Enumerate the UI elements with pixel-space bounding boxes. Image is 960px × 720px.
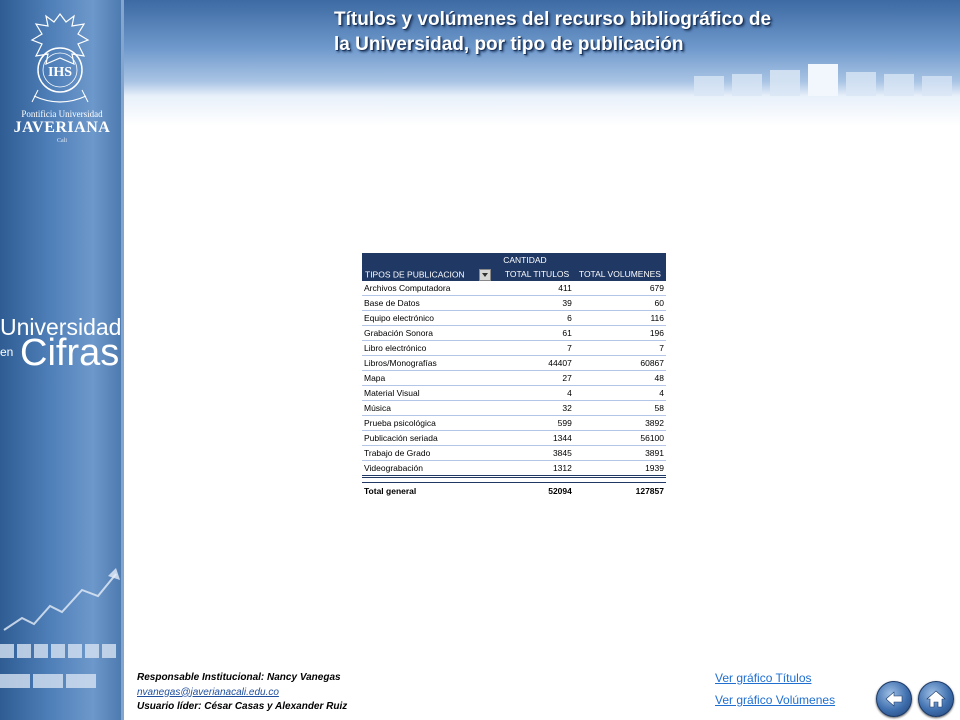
filter-dropdown-icon[interactable] [479, 269, 491, 281]
cell-volumenes: 7 [574, 341, 666, 356]
table-row [362, 401, 666, 416]
cell-volumenes: 60 [574, 296, 666, 311]
total-volumenes: 127857 [574, 483, 666, 500]
cell-volumenes: 3891 [574, 446, 666, 461]
cell-tipo: Equipo electrónico [362, 311, 500, 326]
cell-titulos: 411 [500, 281, 574, 296]
section-word-universidad: Universidad [0, 314, 122, 340]
cell-tipo: Base de Datos [362, 296, 500, 311]
email-link[interactable]: nvanegas@javerianacali.edu.co [137, 686, 279, 698]
cell-volumenes: 60867 [574, 356, 666, 371]
table-total-row [362, 483, 666, 500]
cell-tipo: Grabación Sonora [362, 326, 500, 341]
back-button[interactable] [876, 681, 912, 717]
table-row [362, 431, 666, 446]
left-sidebar [0, 0, 124, 720]
header-empty [362, 253, 500, 267]
table-row [362, 341, 666, 356]
table-row [362, 311, 666, 326]
table-row [362, 356, 666, 371]
page-title [334, 7, 894, 57]
cell-titulos: 32 [500, 401, 574, 416]
header-cantidad: CANTIDAD [500, 253, 666, 267]
cell-volumenes: 196 [574, 326, 666, 341]
home-icon [926, 689, 946, 709]
total-label: Total general [362, 483, 500, 500]
link-ver-grafico-volumenes[interactable]: Ver gráfico Volúmenes [715, 693, 836, 707]
cell-tipo: Videograbación [362, 461, 500, 477]
table-row [362, 281, 666, 296]
page-title-line-1: Títulos y volúmenes del recurso bibliográfico de [334, 9, 772, 30]
cell-titulos: 4 [500, 386, 574, 401]
table-row [362, 446, 666, 461]
cell-tipo: Mapa [362, 371, 500, 386]
table-row [362, 371, 666, 386]
logo-text-cali: Cali [57, 138, 67, 144]
page-title-line-2: la Universidad, por tipo de publicación [334, 34, 684, 55]
header-total-titulos: TOTAL TITULOS [500, 267, 574, 281]
header-tipos [362, 267, 500, 281]
cell-titulos: 39 [500, 296, 574, 311]
table-row [362, 461, 666, 477]
cell-tipo: Material Visual [362, 386, 500, 401]
cell-titulos: 7 [500, 341, 574, 356]
cell-tipo: Música [362, 401, 500, 416]
pivot-table [362, 253, 666, 499]
logo-text-javeriana: JAVERIANA [13, 119, 111, 136]
table-row [362, 296, 666, 311]
cell-volumenes: 4 [574, 386, 666, 401]
logo-text-pontificia: Pontificia Universidad [21, 109, 103, 119]
cell-tipo: Publicación seriada [362, 431, 500, 446]
cell-volumenes: 116 [574, 311, 666, 326]
cell-titulos: 1344 [500, 431, 574, 446]
cell-titulos: 599 [500, 416, 574, 431]
cell-titulos: 61 [500, 326, 574, 341]
cell-titulos: 1312 [500, 461, 574, 477]
banner-fade [124, 96, 960, 126]
cell-volumenes: 48 [574, 371, 666, 386]
cell-titulos: 27 [500, 371, 574, 386]
cell-tipo: Libros/Monografías [362, 356, 500, 371]
responsable-text: Responsable Institucional: Nancy Vanegas [137, 672, 341, 683]
table-row [362, 416, 666, 431]
cell-titulos: 44407 [500, 356, 574, 371]
cell-volumenes: 56100 [574, 431, 666, 446]
crest-monogram: IHS [47, 65, 73, 80]
header-total-volumenes: TOTAL VOLUMENES [574, 267, 666, 281]
cell-volumenes: 1939 [574, 461, 666, 477]
university-crest-logo [14, 10, 106, 110]
cell-tipo: Libro electrónico [362, 341, 500, 356]
total-titulos: 52094 [500, 483, 574, 500]
link-ver-grafico-titulos[interactable]: Ver gráfico Títulos [715, 671, 812, 685]
decorative-squares-2 [0, 674, 124, 688]
table-row [362, 386, 666, 401]
top-banner [124, 0, 960, 96]
section-word-cifras: Cifras [20, 332, 120, 374]
decorative-squares [0, 644, 124, 658]
decorative-bars [694, 58, 960, 96]
cell-volumenes: 3892 [574, 416, 666, 431]
home-button[interactable] [918, 681, 954, 717]
cell-volumenes: 58 [574, 401, 666, 416]
chart-links [715, 667, 835, 711]
cell-tipo: Prueba psicológica [362, 416, 500, 431]
table-row [362, 326, 666, 341]
section-word-en: en [0, 345, 14, 359]
header-tipos-label: TIPOS DE PUBLICACION [365, 269, 465, 280]
usuario-text: Usuario líder: César Casas y Alexander Ruiz [137, 701, 348, 712]
back-arrow-icon [884, 689, 904, 709]
cell-titulos: 6 [500, 311, 574, 326]
responsible-info [137, 671, 347, 715]
cell-tipo: Trabajo de Grado [362, 446, 500, 461]
cell-volumenes: 679 [574, 281, 666, 296]
cell-titulos: 3845 [500, 446, 574, 461]
cell-tipo: Archivos Computadora [362, 281, 500, 296]
